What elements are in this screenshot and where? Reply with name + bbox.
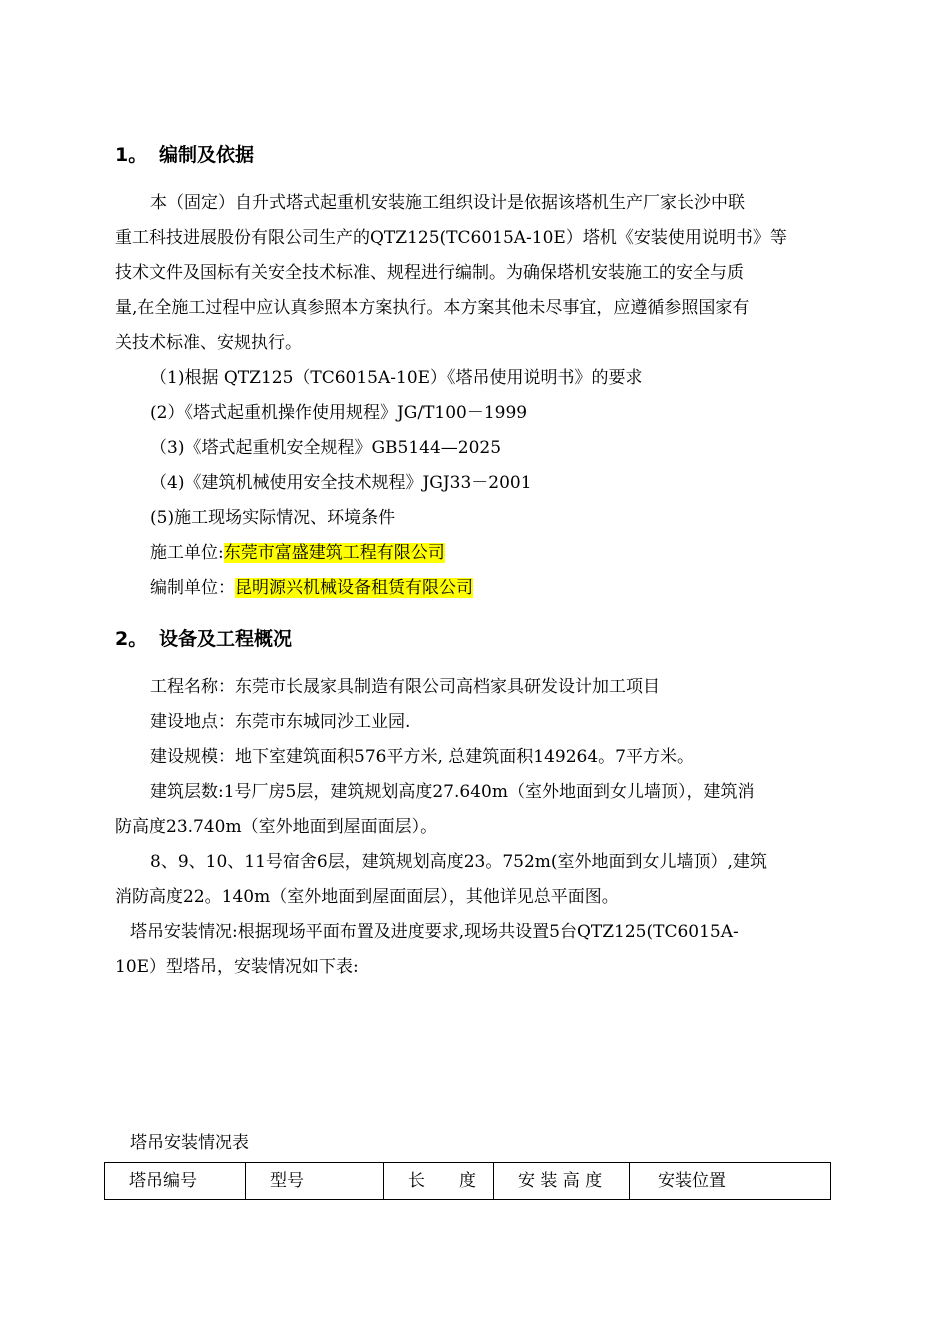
project-floors: 建筑层数:1号厂房5层，建筑规划高度27.640m（室外地面到女儿墙顶），建筑消	[150, 782, 755, 802]
dormitory-info: 8、9、10、11号宿舍6层，建筑规划高度23。752m(室外地面到女儿墙顶）,建筑	[150, 852, 767, 872]
table-header-cell	[494, 1163, 630, 1200]
crane-installation-table	[104, 1162, 831, 1200]
table-header-cell	[384, 1163, 494, 1200]
header-install-location: 安装位置	[658, 1171, 726, 1191]
basis-list-item: (5)施工现场实际情况、环境条件	[150, 508, 396, 528]
table-caption: 塔吊安装情况表	[130, 1133, 249, 1153]
header-crane-id: 塔吊编号	[129, 1171, 197, 1191]
basis-list-item: （3)《塔式起重机安全规程》GB5144—2025	[150, 438, 502, 458]
para-line: 关技术标准、安规执行。	[115, 333, 302, 353]
section-1-heading	[115, 140, 254, 167]
dormitory-info-cont: 消防高度22。140m（室外地面到屋面面层），其他详见总平面图。	[115, 887, 619, 907]
construction-unit-label: 施工单位:	[150, 543, 224, 563]
basis-list-item: (2）《塔式起重机操作使用规程》JG/T100－1999	[150, 403, 528, 423]
project-floors-cont: 防高度23.740m（室外地面到屋面面层）。	[115, 817, 438, 837]
project-scale: 建设规模：地下室建筑面积576平方米, 总建筑面积149264。7平方米。	[150, 747, 694, 767]
basis-list-item: （4)《建筑机械使用安全技术规程》JGJ33－2001	[150, 473, 532, 493]
construction-unit	[150, 538, 445, 563]
construction-unit-value: 东莞市富盛建筑工程有限公司	[223, 543, 445, 563]
compile-unit	[150, 573, 473, 598]
section-2-title: 设备及工程概况	[159, 628, 293, 650]
crane-installation-info-cont: 10E）型塔吊，安装情况如下表:	[115, 957, 359, 977]
header-model: 型号	[270, 1171, 304, 1191]
table-header-row	[105, 1163, 831, 1200]
compile-unit-label: 编制单位：	[150, 578, 235, 598]
basis-list-item: （1)根据 QTZ125（TC6015A-10E）《塔吊使用说明书》的要求	[150, 368, 643, 388]
table-header-cell	[246, 1163, 384, 1200]
header-install-height: 安 装 高 度	[518, 1171, 603, 1191]
table-header-cell	[630, 1163, 831, 1200]
section-1-number: 1。	[115, 144, 148, 166]
crane-installation-info: 塔吊安装情况:根据现场平面布置及进度要求,现场共设置5台QTZ125(TC6015A-	[130, 922, 739, 942]
para-line: 重工科技进展股份有限公司生产的QTZ125(TC6015A-10E）塔机《安装使用说明书》等	[115, 228, 787, 248]
para-line: 技术文件及国标有关安全技术标准、规程进行编制。为确保塔机安装施工的安全与质	[115, 263, 744, 283]
header-length: 长 度	[408, 1171, 476, 1191]
project-location: 建设地点：东莞市东城同沙工业园.	[150, 712, 411, 732]
table-header-cell	[105, 1163, 246, 1200]
para-line: 本（固定）自升式塔式起重机安装施工组织设计是依据该塔机生产厂家长沙中联	[150, 193, 745, 213]
compile-unit-value: 昆明源兴机械设备租赁有限公司	[235, 578, 473, 598]
section-2-heading	[115, 624, 292, 651]
section-1-title: 编制及依据	[159, 144, 255, 166]
para-line: 量,在全施工过程中应认真参照本方案执行。本方案其他未尽事宜，应遵循参照国家有	[115, 298, 750, 318]
project-name: 工程名称：东莞市长晟家具制造有限公司高档家具研发设计加工项目	[150, 677, 660, 697]
section-2-number: 2。	[115, 628, 148, 650]
